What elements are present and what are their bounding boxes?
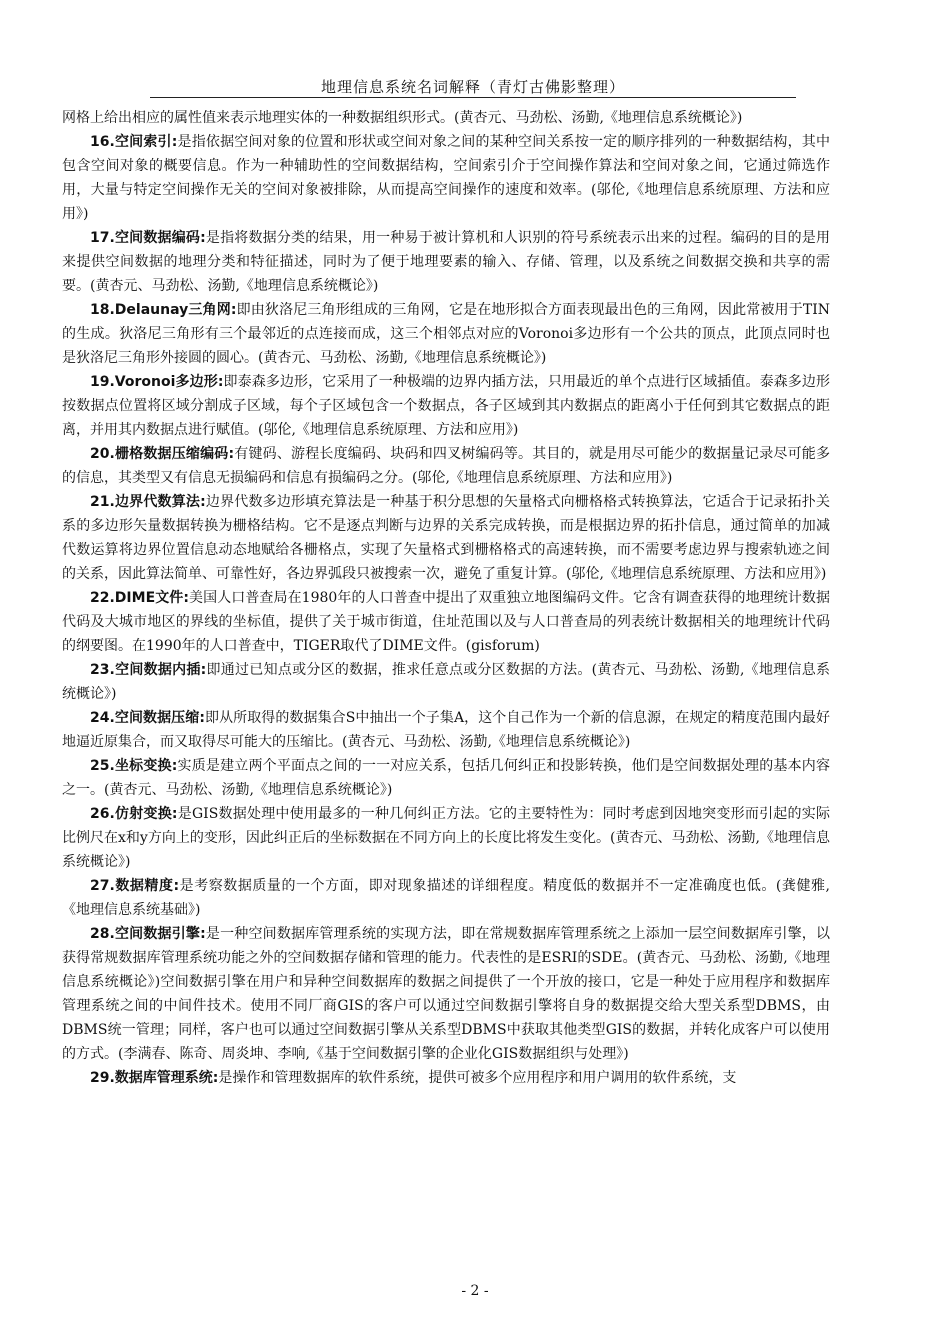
intro-paragraph: 网格上给出相应的属性值来表示地理实体的一种数据组织形式。(黄杏元、马劲松、汤勤,《地理信息系统概论》) [62, 110, 743, 126]
entry-definition: 有键码、游程长度编码、块码和四叉树编码等。其目的，就是用尽可能少的数据量记录尽可能多的信息，其类型又有信息无损编码和信息有损编码之分。(邬伦,《地理信息系统原理、方法和应用》) [62, 446, 830, 486]
entry-definition: 实质是建立两个平面点之间的一一对应关系，包括几何纠正和投影转换，他们是空间数据处理的基本内容之一。(黄杏元、马劲松、汤勤,《地理信息系统概论》) [62, 758, 830, 798]
entry-term: 23.空间数据内插: [90, 662, 207, 678]
definition-entry [62, 226, 830, 298]
entry-definition: 即由狄洛尼三角形组成的三角网，它是在地形拟合方面表现最出色的三角网，因此常被用于TIN的生成。狄洛尼三角形有三个最邻近的点连接而成，这三个相邻点对应的Voronoi多边形有一个公共的顶点，此顶点同时也是狄洛尼三角形外接圆的圆心。(黄杏元、马劲松、汤勤,《地理信息系统概论》) [62, 302, 830, 366]
entry-definition: 是GIS数据处理中使用最多的一种几何纠正方法。它的主要特性为：同时考虑到因地突变形而引起的实际比例尺在x和y方向上的变形，因此纠正后的坐标数据在不同方向上的长度比将发生变化。(黄杏元、马劲松、汤勤,《地理信息系统概论》) [62, 806, 830, 870]
entry-term: 25.坐标变换: [90, 758, 178, 774]
entry-term: 17.空间数据编码: [90, 230, 206, 246]
entry-definition: 是指依据空间对象的位置和形状或空间对象之间的某种空间关系按一定的顺序排列的一种数据结构，其中包含空间对象的概要信息。作为一种辅助性的空间数据结构，空间索引介于空间操作算法和空间对象之间，它通过筛选作用，大量与特定空间操作无关的空间对象被排除，从而提高空间操作的速度和效率。(邬伦,《地理信息系统原理、方法和应用》) [62, 134, 830, 222]
definition-entry [62, 1066, 830, 1090]
entry-term: 22.DIME文件: [90, 590, 189, 606]
entry-term: 20.栅格数据压缩编码: [90, 446, 235, 462]
definition-entry [62, 130, 830, 226]
definition-entry [62, 754, 830, 802]
definition-entry [62, 706, 830, 754]
definition-entry [62, 370, 830, 442]
entry-definition: 即泰森多边形，它采用了一种极端的边界内插方法，只用最近的单个点进行区域插值。泰森多边形按数据点位置将区域分割成子区域，每个子区域包含一个数据点，各子区域到其内数据点的距离小于任何到其它数据点的距离，并用其内数据点进行赋值。(邬伦,《地理信息系统原理、方法和应用》) [62, 374, 830, 438]
page-number: - 2 - [461, 1283, 489, 1299]
entry-term: 28.空间数据引擎: [90, 926, 206, 942]
definition-entry [62, 922, 830, 1066]
header-divider [150, 97, 796, 98]
definition-entry [62, 442, 830, 490]
entry-term: 24.空间数据压缩: [90, 710, 205, 726]
entry-list [62, 130, 830, 1090]
page-header-title: 地理信息系统名词解释（青灯古佛影整理） [320, 78, 625, 96]
entry-term: 27.数据精度: [90, 878, 180, 894]
definition-entry [62, 658, 830, 706]
entry-definition: 美国人口普查局在1980年的人口普查中提出了双重独立地图编码文件。它含有调查获得的地理统计数据代码及大城市地区的界线的坐标值，提供了关于城市街道，住址范围以及与人口普查局的列表统计数据相关的地理统计代码的纲要图。在1990年的人口普查中，TIGER取代了DIME文件。(gisforum) [62, 590, 830, 654]
definition-entry [62, 802, 830, 874]
entry-term: 18.Delaunay三角网: [90, 302, 237, 318]
entry-definition: 是一种空间数据库管理系统的实现方法，即在常规数据库管理系统之上添加一层空间数据库引擎，以获得常规数据库管理系统功能之外的空间数据存储和管理的能力。代表性的是ESRI的SDE。(黄杏元、马劲松、汤勤,《地理信息系统概论》)空间数据引擎在用户和异种空间数据库的数据之间提供了一个开放的接口，它是一种处于应用程序和数据库管理系统之间的中间件技术。使用不同厂商GIS的客户可以通过空间数据引擎将自身的数据提交给大型关系型DBMS，由DBMS统一管理；同样，客户也可以通过空间数据引擎从关系型DBMS中获取其他类型GIS的数据，并转化成客户可以使用的方式。(李满春、陈奇、周炎坤、李响,《基于空间数据引擎的企业化GIS数据组织与处理》) [62, 926, 830, 1062]
entry-term: 19.Voronoi多边形: [90, 374, 224, 390]
entry-definition: 即从所取得的数据集合S中抽出一个子集A，这个自己作为一个新的信息源，在规定的精度范围内最好地逼近原集合，而又取得尽可能大的压缩比。(黄杏元、马劲松、汤勤,《地理信息系统概论》) [62, 710, 831, 750]
entry-definition: 是操作和管理数据库的软件系统，提供可被多个应用程序和用户调用的软件系统，支 [218, 1070, 737, 1086]
entry-term: 16.空间索引: [90, 134, 178, 150]
entry-definition: 是考察数据质量的一个方面，即对现象描述的详细程度。精度低的数据并不一定准确度也低。(龚健雅,《地理信息系统基础》) [62, 878, 830, 918]
entry-definition: 是指将数据分类的结果，用一种易于被计算机和人识别的符号系统表示出来的过程。编码的目的是用来提供空间数据的地理分类和特征描述，同时为了便于地理要素的输入、存储、管理，以及系统之间数据交换和共享的需要。(黄杏元、马劲松、汤勤,《地理信息系统概论》) [62, 230, 830, 294]
page-content [62, 106, 830, 1090]
definition-entry [62, 298, 830, 370]
entry-definition: 即通过已知点或分区的数据，推求任意点或分区数据的方法。(黄杏元、马劲松、汤勤,《地理信息系统概论》) [62, 662, 830, 702]
entry-definition: 边界代数多边形填充算法是一种基于积分思想的矢量格式向栅格格式转换算法，它适合于记录拓扑关系的多边形矢量数据转换为栅格结构。它不是逐点判断与边界的关系完成转换，而是根据边界的拓扑信息，通过简单的加减代数运算将边界位置信息动态地赋给各栅格点，实现了矢量格式到栅格格式的高速转换，而不需要考虑边界与搜索轨迹之间的关系，因此算法简单、可靠性好，各边界弧段只被搜索一次，避免了重复计算。(邬伦,《地理信息系统原理、方法和应用》) [62, 494, 830, 582]
definition-entry [62, 874, 830, 922]
definition-entry [62, 586, 830, 658]
entry-term: 21.边界代数算法: [90, 494, 206, 510]
entry-term: 29.数据库管理系统: [90, 1070, 219, 1086]
entry-term: 26.仿射变换: [90, 806, 178, 822]
definition-entry [62, 490, 830, 586]
